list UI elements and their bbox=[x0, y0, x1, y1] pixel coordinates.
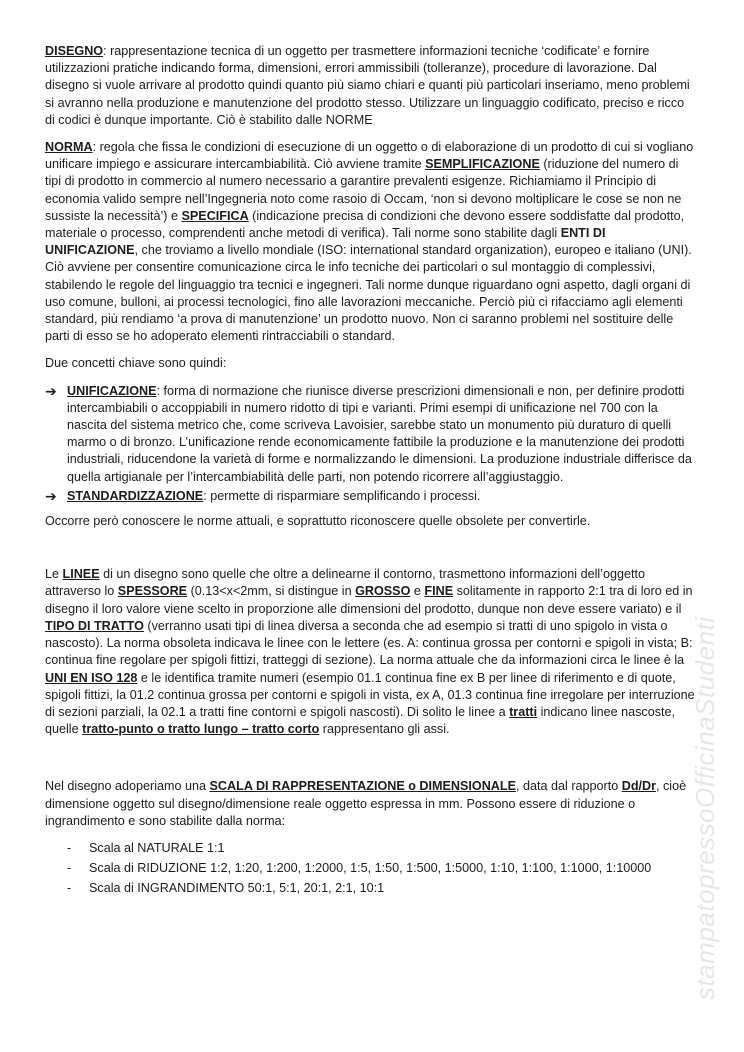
term-linee: LINEE bbox=[62, 567, 100, 582]
term-scala-rappresentazione: SCALA DI RAPPRESENTAZIONE o DIMENSIONALE bbox=[209, 779, 516, 794]
term-spessore: SPESSORE bbox=[117, 584, 188, 599]
list-item-text bbox=[67, 488, 697, 505]
arrow-right-icon: ➔ bbox=[45, 382, 57, 399]
paragraph-text: : forma di normazione che riunisce diverse prescrizioni dimensionali e non, per definire prodotti intercambiabili o accoppiabili in numero ridotto di tipi e varianti. Primi esempi di unificazione nel 700 con la nascita del sistema metrico che, come scriveva Lavoisier, sarebbe stato un monumento più duraturo di quelli marmo o di bronzo. L’unificazione rende economicamente fattibile la produzione e la manutenzione dei prodotti industriali, riducendone la varietà di forme e normalizzando le dimensioni. La produzione industriale differisce da quella artigianale per l’intercambiabilità delle parti, non potendo ricorrere all’aggiustaggio. bbox=[67, 383, 692, 484]
paragraph-text: (indicazione precisa di condizioni che devono essere soddisfatte dal prodotto, materiale o processo, comprendenti anche metodi di verifica). Tali norme sono stabilite dagli bbox=[45, 208, 685, 241]
list-item-text: Scala al NATURALE 1:1 bbox=[89, 840, 225, 855]
term-tratto-punto: tratto-punto o tratto lungo – tratto corto bbox=[82, 722, 320, 737]
spacer bbox=[45, 748, 697, 778]
list-item-text bbox=[67, 383, 697, 486]
list-item bbox=[45, 880, 697, 897]
arrow-right-icon: ➔ bbox=[45, 487, 57, 504]
paragraph-text: solitamente in rapporto 2:1 tra di loro ed in disegno il loro valore viene scelto in proporzione alle dimensioni del prodotto, dunque non deve essere variato) e il bbox=[45, 584, 693, 616]
dash-bullet: - bbox=[67, 840, 72, 855]
paragraph-text: : regola che fissa le condizioni di esecuzione di un oggetto o di elaborazione di un prodotto di cui si vogliano unificare impiego e assicurare intercambiabilità. Ciò avviene tramite bbox=[45, 140, 694, 172]
list-item bbox=[45, 860, 697, 877]
term-dd-dr: Dd/Dr bbox=[621, 779, 657, 794]
paragraph-text: (0.13<x<2mm, si distingue in bbox=[187, 584, 356, 599]
paragraph-text: : permette di risparmiare semplificando i processi. bbox=[203, 488, 481, 503]
paragraph-text: e le identifica tramite numeri (esempio 01.1 continua fine ex B per linee di riferimento e di quote, spigoli fittizi, la 01.2 continua grossa per contorni e spigoli in vista, ex A, 01.3 continua fine irregolare per interruzione di sezioni parziali, la 02.1 a tratti fine contorni e spigoli nascosti). Di solito le linee a bbox=[45, 670, 695, 719]
paragraph-norme-attuali: Occorre però conoscere le norme attuali, e soprattutto riconoscere quelle obsolete per convertirle. bbox=[45, 514, 591, 529]
watermark-text: stampatopressoOfficinaStudenti bbox=[690, 616, 720, 1000]
paragraph-text: (verranno usati tipi di linea diversa a seconda che ad esempio si tratti di uno spigolo in vista o nascosto). La norma obsoleta indicava le linee con le lettere (es. A: continua grossa per contorni e spigoli in vista; B: continua fine regolare per spigoli fittizi, tratteggi di sezione). La norma attuale che da informazioni circa le linee è la bbox=[45, 618, 693, 668]
term-specifica: SPECIFICA bbox=[181, 208, 249, 223]
paragraph-concetti: Due concetti chiave sono quindi: bbox=[45, 356, 227, 371]
list-item-text: Scala di INGRANDIMENTO 50:1, 5:1, 20:1, 2:1, 10:1 bbox=[89, 881, 385, 896]
term-tipo-di-tratto: TIPO DI TRATTO bbox=[45, 618, 144, 633]
paragraph-text: : rappresentazione tecnica di un oggetto per trasmettere informazioni tecniche ‘codificate’ e fornire utilizzazioni pratiche indicando forma, dimensioni, errori ammissibili (tolleranze), procedure di lavorazione. Dal disegno si vuole arrivare al prodotto quindi quanto più siamo chiari e quanti più particolari inseriamo, meno problemi si avranno nella produzione e manutenzione del prodotto stesso. Utilizzare un linguaggio codificato, preciso e ricco di codici è dunque importante. Ciò è stabilito dalle NORME bbox=[45, 44, 690, 127]
term-grosso: GROSSO bbox=[355, 584, 411, 599]
term-semplificazione: SEMPLIFICAZIONE bbox=[425, 157, 540, 172]
list-item-text: Scala di RIDUZIONE 1:2, 1:20, 1:200, 1:2000, 1:5, 1:50, 1:500, 1:5000, 1:10, 1:100, 1:1000, 1:10000 bbox=[89, 861, 652, 876]
term-fine: FINE bbox=[424, 584, 454, 599]
paragraph-disegno bbox=[45, 43, 697, 129]
list-item bbox=[45, 383, 697, 486]
paragraph-linee bbox=[45, 566, 697, 738]
term-tratti: tratti bbox=[509, 704, 538, 719]
term-disegno: DISEGNO bbox=[45, 44, 104, 58]
paragraph-text: Le bbox=[45, 567, 63, 582]
key-concepts-list bbox=[45, 383, 697, 505]
term-uni-en-iso-128: UNI EN ISO 128 bbox=[45, 670, 138, 685]
paragraph-text: , che troviamo a livello mondiale (ISO: international standard organization), europeo e italiano (UNI). Ciò avviene per consentire comunicazione circa le info tecniche dei particolari o sul montaggio di complessivi, stabilendo le regole del linguaggio tra tecnici e ingegneri. Tali norme dunque riguardano ogni aspetto, dagli organi di uso comune, bulloni, ai processi tecnologici, fino alle lavorazioni meccaniche. Perciò più ci rifacciamo agli elementi standard, più rendiamo ‘a prova di manutenzione’ un prodotto nuovo. Non ci saranno problemi nel sostituire delle parti di esso se ho adoperato elementi rintracciabili o standard. bbox=[45, 243, 692, 344]
paragraph-text: (riduzione del numero di tipi di prodotto in commercio al numero necessario a garantire prevalenti esigenze. Richiamiamo il Principio di economia valido sempre nell’Ingegneria noto come rasoio di Occam, ‘non si devono moltiplicare le cose se non ne sussiste la necessità’) e bbox=[45, 157, 682, 223]
term-unificazione: UNIFICAZIONE bbox=[67, 383, 157, 398]
paragraph-scala bbox=[45, 778, 697, 830]
spacer bbox=[45, 540, 697, 566]
paragraph-text: e bbox=[410, 584, 425, 599]
dash-bullet: - bbox=[67, 861, 72, 876]
term-standardizzazione: STANDARDIZZAZIONE bbox=[67, 488, 204, 503]
list-item bbox=[45, 840, 697, 857]
paragraph-text: indicano linee nascoste, quelle bbox=[45, 704, 676, 737]
paragraph-text: , data dal rapporto bbox=[516, 779, 622, 794]
paragraph-text: Nel disegno adoperiamo una bbox=[45, 779, 210, 794]
term-norma: NORMA bbox=[45, 140, 93, 155]
paragraph-text: di un disegno sono quelle che oltre a delinearne il contorno, trasmettono informazioni dell’oggetto attraverso lo bbox=[45, 567, 645, 599]
list-item bbox=[45, 488, 697, 505]
paragraph-text: , cioè dimensione oggetto sul disegno/dimensione reale oggetto espressa in mm. Possono essere di riduzione o ingrandimento e sono stabilite dalla norma: bbox=[45, 779, 687, 828]
scale-list bbox=[45, 840, 697, 898]
paragraph-norma bbox=[45, 139, 697, 345]
dash-bullet: - bbox=[67, 881, 72, 896]
paragraph-text: rappresentano gli assi. bbox=[319, 722, 450, 737]
term-enti-unificazione: ENTI DI UNIFICAZIONE bbox=[45, 226, 606, 258]
document-page bbox=[45, 43, 697, 901]
